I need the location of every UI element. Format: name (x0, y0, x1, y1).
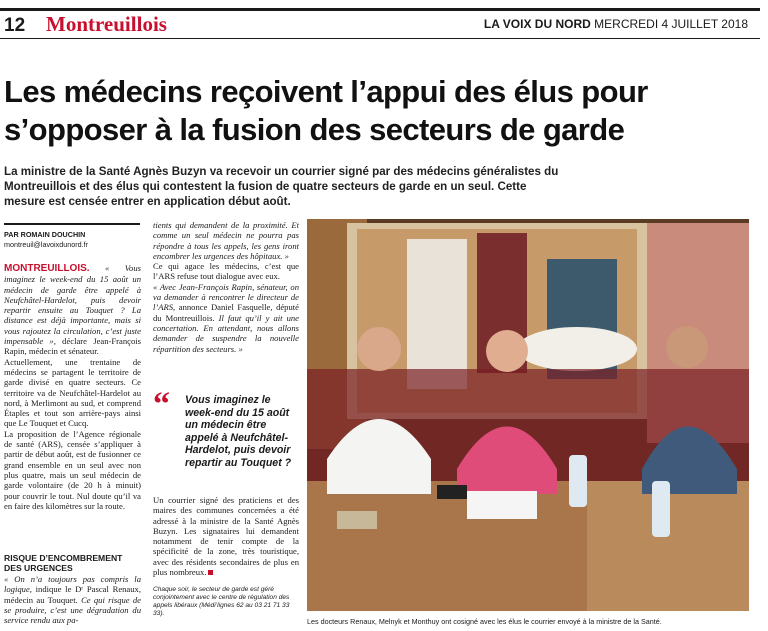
paragraph-7 (153, 282, 299, 354)
fasquelle-quote: « Avec Jean-François Rapin, sénateur, on va demander à rencontrer le directeur de l’ARS, (153, 281, 299, 313)
pull-quote-text: Vous imaginez le week-end du 15 août un médecin être appelé à Neufchâtel-Hardelot, puis devoir repartir au Touquet ? (185, 394, 292, 469)
column-2-continued (153, 495, 299, 577)
info-note: Chaque soir, le secteur de garde est géré conjointement avec le centre de régulation des appels libéraux (Médi’lignes 62 au 03 21 71 33 33). (153, 586, 290, 617)
renaux-quote: « On n’a toujours pas compris la logique, (4, 574, 141, 595)
column-2-text (153, 220, 299, 354)
photo-caption: Les docteurs Renaux, Melnyk et Monthuy ont cosigné avec les élus le courrier envoyé à la ministre de la Santé. (307, 617, 662, 626)
page-number: 12 (4, 15, 26, 36)
masthead (484, 17, 748, 31)
paragraph-8 (153, 495, 299, 577)
author-email: montreuil@lavoixdunord.fr (4, 240, 89, 249)
renaux-attribution: indique le Dʳ Pascal Renaux, médecin au Touquet. (4, 584, 141, 605)
intro-quote: « Vous imaginez le week-end du 15 août un médecin de garde être appelé à Neufchâtel-Hardelot, puis devoir repartir ensuite au Touquet ? La distance est déjà importante, mais si vous rajoutez la circulation, c’est juste impensable », (4, 263, 141, 347)
intro-attribution: déclare Jean-François Rapin, médecin et sénateur. (4, 336, 141, 357)
newspaper-name: LA VOIX DU NORD (483, 17, 591, 31)
kicker: MONTREUILLOIS. (4, 263, 90, 274)
section-title: Montreuillois (46, 12, 167, 36)
renaux-quote-end: tients qui demandent de la proximité. Et comme un seul médecin ne pourra pas répondre à tous les appels, les gens iront encombrer les urgences des hôpitaux. » (153, 220, 299, 261)
subheading: RISQUE D’ENCOMBREMENT DES URGENCES (4, 553, 123, 573)
column-1-text (4, 263, 141, 511)
fasquelle-attribution: annonce Daniel Fasquelle, député du Montreuillois. (153, 302, 299, 323)
paragraph-1 (4, 263, 141, 357)
column-1-continued (4, 574, 141, 625)
paragraph-3: La proposition de l’Agence régionale de santé (ARS), censée s’appliquer à partir de début août, est de fusionner ce grand ensemble en un seul avec non plus quatre, mais un seul médecin de garde volontaire (de 20 h à minuit) pour couvrir le tout. Nul doute qu’il va en faire des kilomètres sur la route. (4, 428, 141, 511)
byline-rule (4, 223, 140, 225)
fasquelle-quote-continued: Il faut qu’il y ait une concertation. En attendant, nous allons demander de suspendre la nouvelle répartition des secteurs. » (153, 312, 299, 354)
lead-paragraph: La ministre de la Santé Agnès Buzyn va recevoir un courrier signé par des médecins généralistes du Montreuillois et des élus qui contestent la fusion de quatre secteurs de garde en un seul. Cette mesure est censée entrer en application début août. (4, 165, 559, 208)
issue-date: MERCREDI 4 JUILLET 2018 (594, 17, 748, 31)
paragraph-2: Actuellement, une trentaine de médecins se partagent le territoire de garde divisé en quatre secteurs. Ce territoire va de Neufchâtel-Hardelot au nord, à Merlimont au sud, et comprend Étaples et tout son arrière-pays ainsi que Le Touquet et Cucq. (4, 356, 141, 429)
paragraph-6: Ce qui agace les médecins, c’est que l’ARS refuse tout dialogue avec eux. (153, 261, 299, 282)
headline: Les médecins reçoivent l’appui des élus pour s’opposer à la fusion des secteurs de garde (4, 74, 648, 147)
byline: PAR ROMAIN DOUCHIN (4, 230, 86, 239)
article-photo (307, 219, 749, 611)
page-header (0, 8, 760, 36)
letter-paragraph: Un courrier signé des praticiens et des maires des communes concernées a été adressé à la ministre de la Santé Agnès Buzyn. Les signataires lui demandent notamment de tenir compte de la spécificité de la zone, très touristique, avec des résidents secondaires de plus en plus nombreux. (153, 495, 299, 578)
paragraph-5 (153, 220, 299, 261)
paragraph-4 (4, 574, 141, 625)
header-rule (0, 38, 760, 39)
pull-quote (153, 386, 299, 470)
photo-illustration (307, 219, 749, 611)
end-mark-icon (208, 570, 213, 575)
renaux-quote-continued: Ce qui risque de se produire, c’est une dégradation du service rendu aux pa- (4, 594, 141, 626)
quote-mark-icon: “ (153, 386, 170, 423)
